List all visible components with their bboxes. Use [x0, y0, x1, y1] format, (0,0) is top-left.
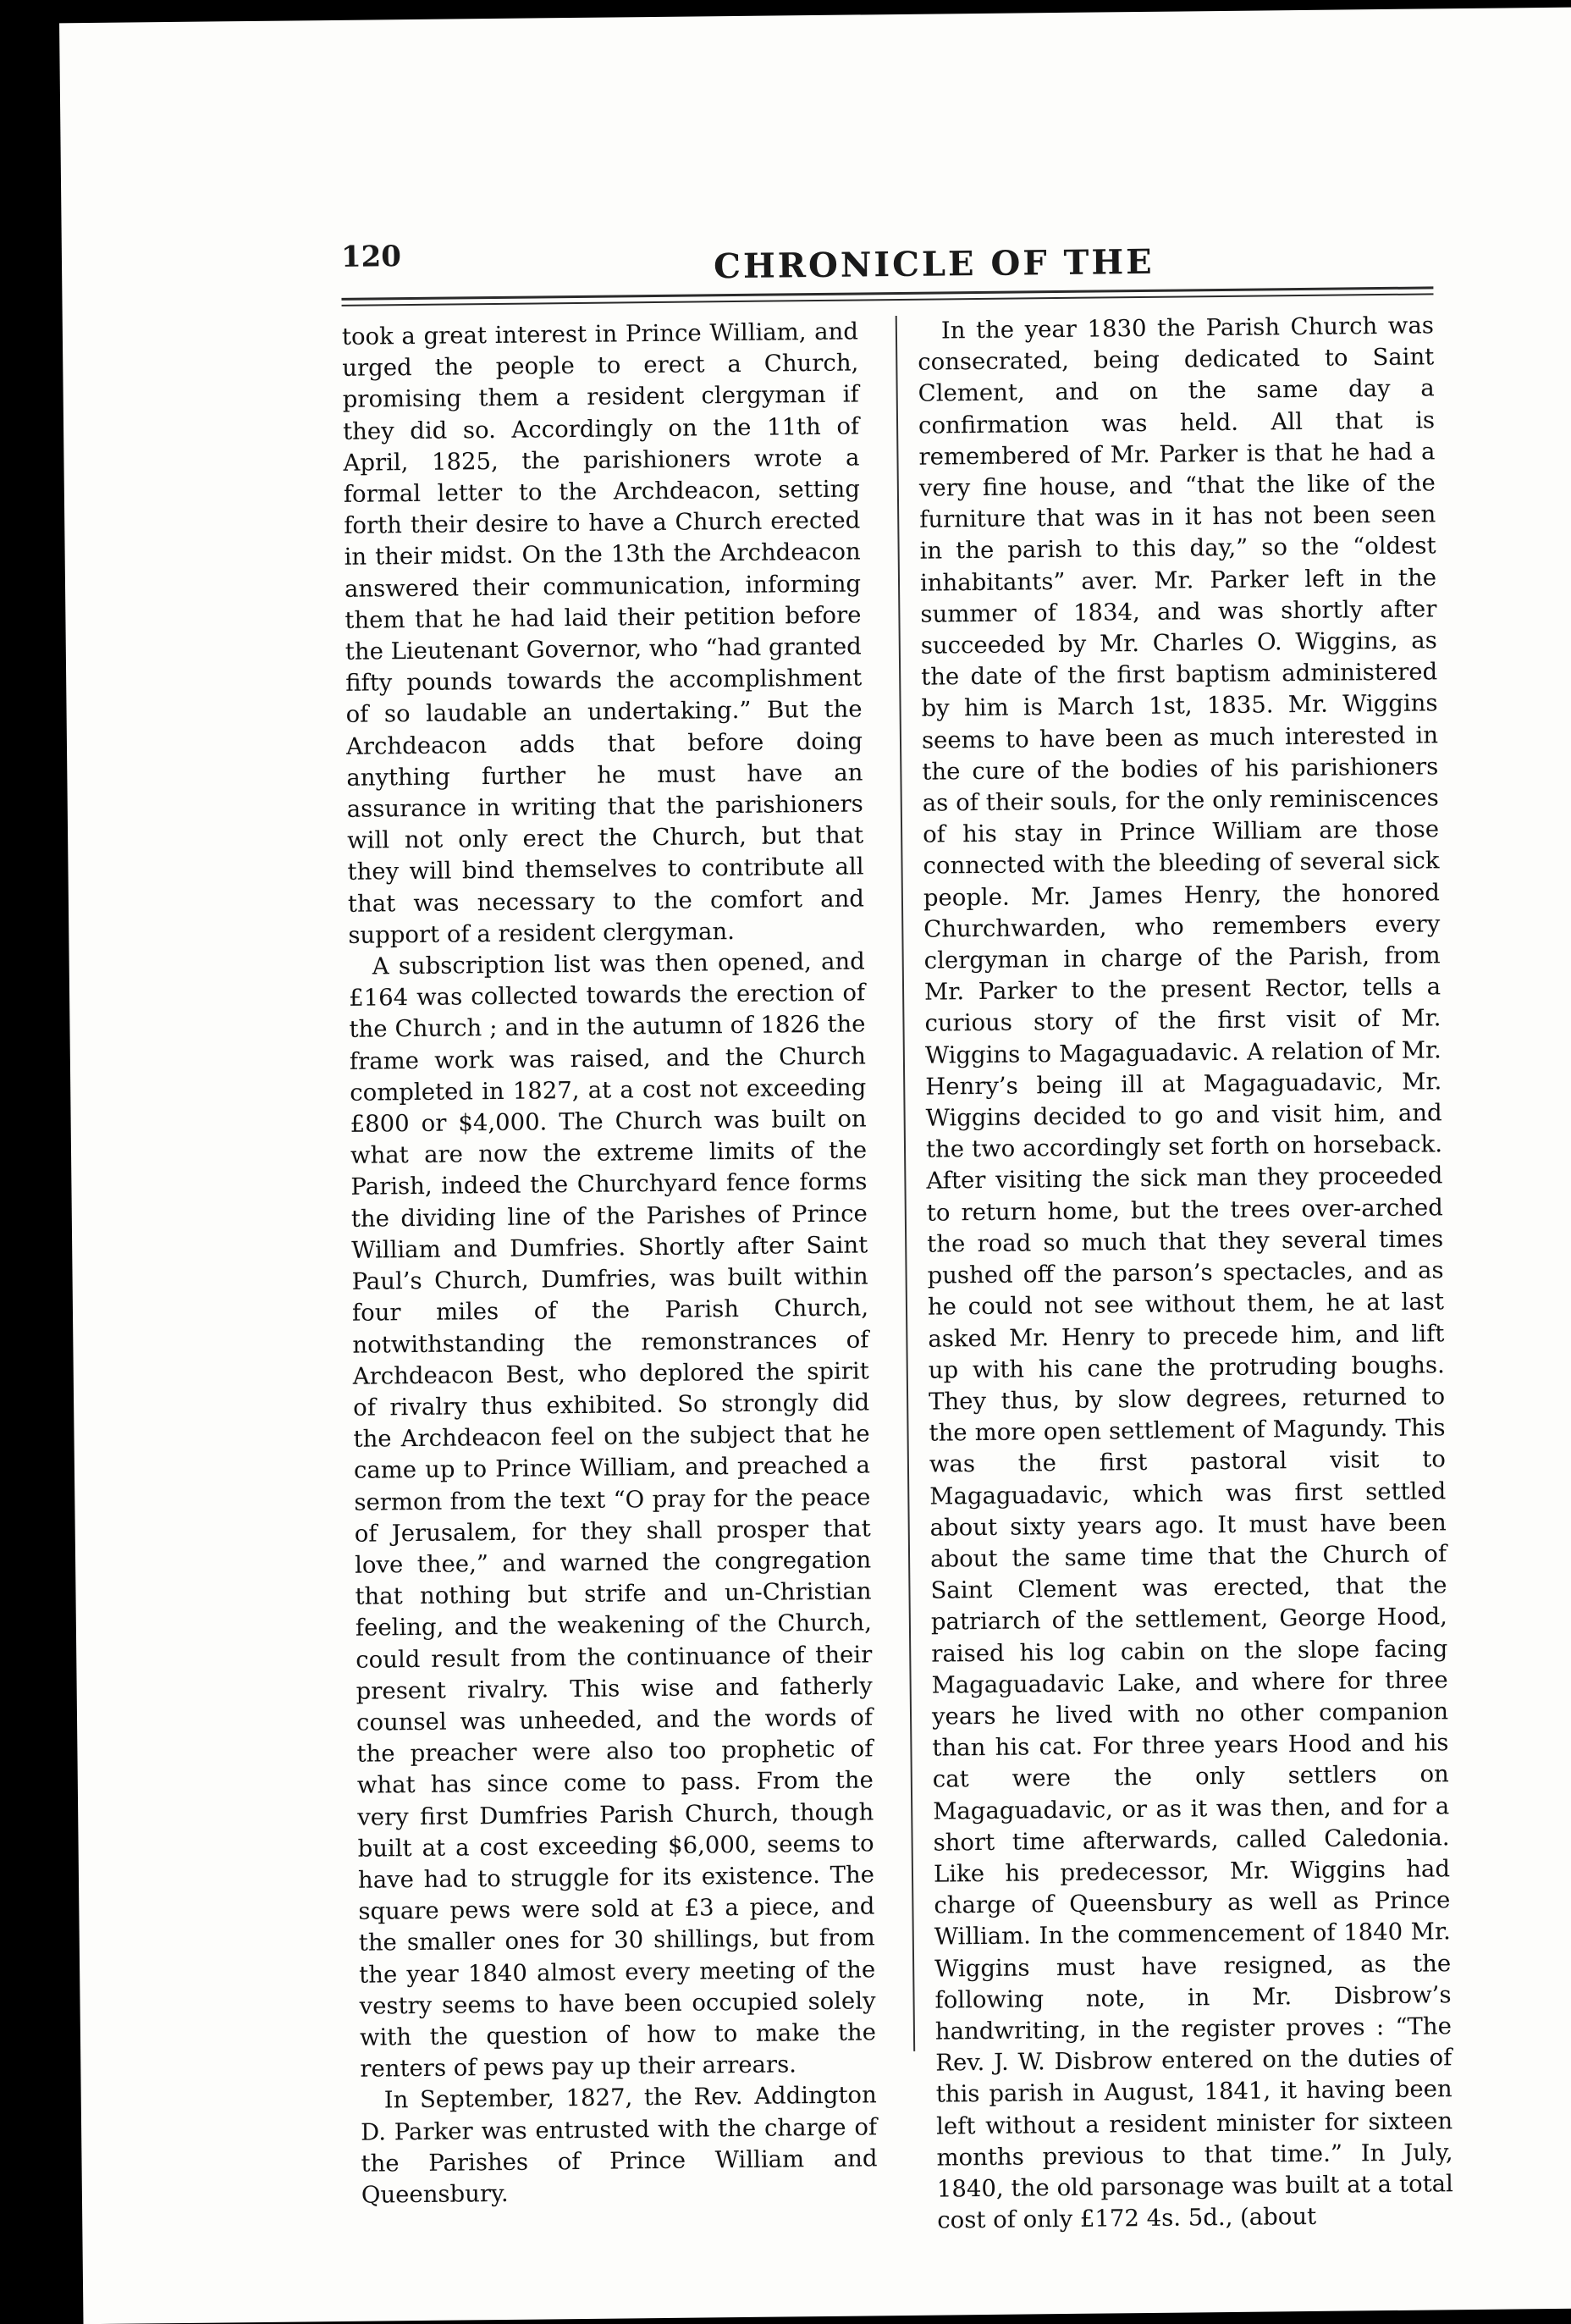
column-divider	[896, 316, 915, 2051]
left-column	[342, 316, 878, 2211]
paragraph: took a great interest in Prince William, and urged the people to erect a Church, promising them a resident clergyman if they did so. Accordingly on the 11th of April, 1825, the parishioners wrote a formal letter to the Archdeacon, setting forth their desire to have a Church erected in their midst. On the 13th the Archdeacon answered their communication, informing them that he had laid their petition before the Lieutenant Governor, who “had granted fifty pounds towards the accomplishment of so laudable an undertaking.” But the Archdeacon adds that before doing anything further he must have an assurance in writing that the parishioners will not only erect the Church, but that they will bind themselves to contribute all that was necessary to the comfort and support of a resident clergyman.	[341, 317, 865, 949]
running-head: CHRONICLE OF THE	[713, 241, 1155, 287]
header-rule-thin	[342, 293, 1434, 306]
paragraph: In the year 1830 the Parish Church was consecrated, being dedicated to Saint Clement, and on the same day a confirmation was held. All that is remembered of Mr. Parker is that he had a very fine house, and “that the like of the furniture that was in it has not been seen in the parish to this day,” so the “oldest inhabitants” aver. Mr. Parker left in the summer of 1834, and was shortly after succeeded by Mr. Charles O. Wiggins, as the date of the first baptism administered by him is March 1st, 1835. Mr. Wiggins seems to have been as much interested in the cure of the bodies of his parishioners as of their souls, for the only reminiscences of his stay in Prince William are those connected with the bleeding of several sick people. Mr. James Henry, the honored Churchwarden, who remembers every clergyman in charge of the Parish, from Mr. Parker to the present Rector, tells a curious story of the first visit of Mr. Wiggins to Magaguadavic. A relation of Mr. Henry’s being ill at Magaguadavic, Mr. Wiggins decided to go and visit him, and the two accordingly set forth on horseback. After visiting the sick man they proceeded to return home, but the trees over-arched the road so much that they several times pushed off the parson’s spectacles, and as he could not see without them, he at last asked Mr. Henry to precede him, and lift up with his cane the protruding boughs. They thus, by slow degrees, returned to the more open settlement of Magundy. This was the first pastoral visit to Magaguadavic, which was first settled about sixty years ago. It must have been about the same time that the Church of Saint Clement was erected, that the patriarch of the settlement, George Hood, raised his log cabin on the slope facing Magaguadavic Lake, and where for three years he lived with no other companion than his cat. For three years Hood and his cat were the only settlers on Magaguadavic, or as it was then, and for a short time afterwards, called Caledonia. Like his predecessor, Mr. Wiggins had charge of Queensbury as well as Prince William. In the commencement of 1840 Mr. Wiggins must have resigned, as the following note, in Mr. Disbrow’s handwriting, in the register proves : “The Rev. J. W. Disbrow entered on the duties of this parish in August, 1841, it having been left without a resident minister for sixteen months previous to that time.” In July, 1840, the old parsonage was built at a total cost of only £172 4s. 5d., (about	[918, 312, 1454, 2234]
right-column	[918, 310, 1454, 2237]
page-number: 120	[340, 240, 402, 274]
book-page	[59, 8, 1571, 2324]
paragraph: A subscription list was then opened, and £164 was collected towards the erection of the Church ; and in the autumn of 1826 the frame work was raised, and the Church completed in 1827, at a cost not exceeding £800 or $4,000. The Church was built on what are now the extreme limits of the Parish, indeed the Churchyard fence forms the dividing line of the Parishes of Prince William and Dumfries. Shortly after Saint Paul’s Church, Dumfries, was built within four miles of the Parish Church, notwithstanding the remonstrances of Archdeacon Best, who deplored the spirit of rivalry thus exhibited. So strongly did the Archdeacon feel on the subject that he came up to Prince William, and preached a sermon from the text “O pray for the peace of Jerusalem, for they shall prosper that love thee,” and warned the congregation that nothing but strife and un-Christian feeling, and the weakening of the Church, could result from the continuance of their present rivalry. This wise and fatherly counsel was unheeded, and the words of the preacher were also too prophetic of what has since come to pass. From the very first Dumfries Parish Church, though built at a cost exceeding $6,000, seems to have had to struggle for its existence. The square pews were sold at £3 a piece, and the smaller ones for 30 shillings, but from the year 1840 almost every meeting of the vestry seems to have been occupied solely with the question of how to make the renters of pews pay up their arrears.	[348, 947, 877, 2083]
paragraph: In September, 1827, the Rev. Addington D. Parker was entrusted with the charge of the Parishes of Prince William and Queensbury.	[360, 2081, 878, 2209]
